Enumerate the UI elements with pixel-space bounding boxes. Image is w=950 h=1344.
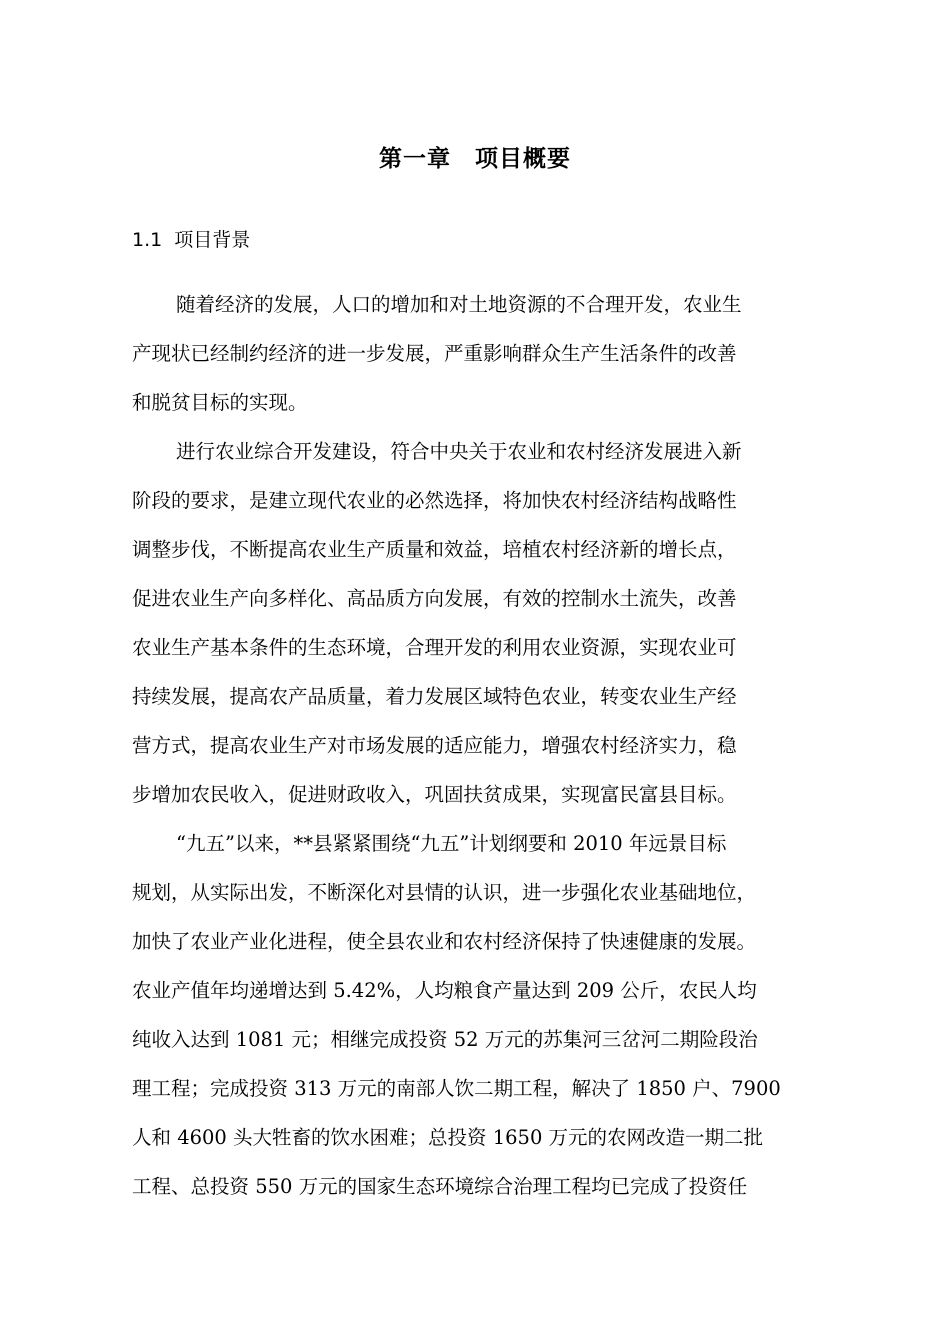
paragraph-2 xyxy=(132,427,838,819)
paragraph-line: 促进农业生产向多样化、高品质方向发展，有效的控制水土流失，改善 xyxy=(132,587,737,610)
paragraph-line: 理工程；完成投资 313 万元的南部人饮二期工程，解决了 1850 户、7900 xyxy=(132,1077,781,1100)
paragraph-line: 进行农业综合开发建设，符合中央关于农业和农村经济发展进入新 xyxy=(176,440,742,463)
paragraph-line: 人和 4600 头大牲畜的饮水困难；总投资 1650 万元的农网改造一期二批 xyxy=(132,1126,764,1149)
paragraph-line: 规划，从实际出发，不断深化对县情的认识，进一步强化农业基础地位， xyxy=(132,881,757,904)
paragraph-line: 阶段的要求，是建立现代农业的必然选择，将加快农村经济结构战略性 xyxy=(132,489,737,512)
paragraph-1 xyxy=(132,280,838,427)
paragraph-line: 产现状已经制约经济的进一步发展，严重影响群众生产生活条件的改善 xyxy=(132,342,737,365)
paragraph-line: 农业产值年均递增达到 5.42%，人均粮食产量达到 209 公斤，农民人均 xyxy=(132,979,757,1002)
paragraph-line: 调整步伐，不断提高农业生产质量和效益，培植农村经济新的增长点， xyxy=(132,538,737,561)
paragraph-line: 随着经济的发展，人口的增加和对土地资源的不合理开发，农业生 xyxy=(176,293,742,316)
paragraph-line: 步增加农民收入，促进财政收入，巩固扶贫成果，实现富民富县目标。 xyxy=(132,783,737,806)
paragraph-line: 营方式，提高农业生产对市场发展的适应能力，增强农村经济实力，稳 xyxy=(132,734,737,757)
body-text xyxy=(132,280,838,1211)
paragraph-line: 工程、总投资 550 万元的国家生态环境综合治理工程均已完成了投资任 xyxy=(132,1175,748,1198)
paragraph-3 xyxy=(132,819,838,1211)
paragraph-line: 持续发展，提高农产品质量，着力发展区域特色农业，转变农业生产经 xyxy=(132,685,737,708)
paragraph-line: 纯收入达到 1081 元；相继完成投资 52 万元的苏集河三岔河二期险段治 xyxy=(132,1028,758,1051)
chapter-title: 第一章 项目概要 xyxy=(379,146,571,172)
paragraph-line: 和脱贫目标的实现。 xyxy=(132,391,308,414)
paragraph-line: “九五”以来，**县紧紧围绕“九五”计划纲要和 2010 年远景目标 xyxy=(176,832,727,855)
paragraph-line: 加快了农业产业化进程，使全县农业和农村经济保持了快速健康的发展。 xyxy=(132,930,757,953)
section-heading: 1.1 项目背景 xyxy=(132,229,251,251)
paragraph-line: 农业生产基本条件的生态环境，合理开发的利用农业资源，实现农业可 xyxy=(132,636,737,659)
